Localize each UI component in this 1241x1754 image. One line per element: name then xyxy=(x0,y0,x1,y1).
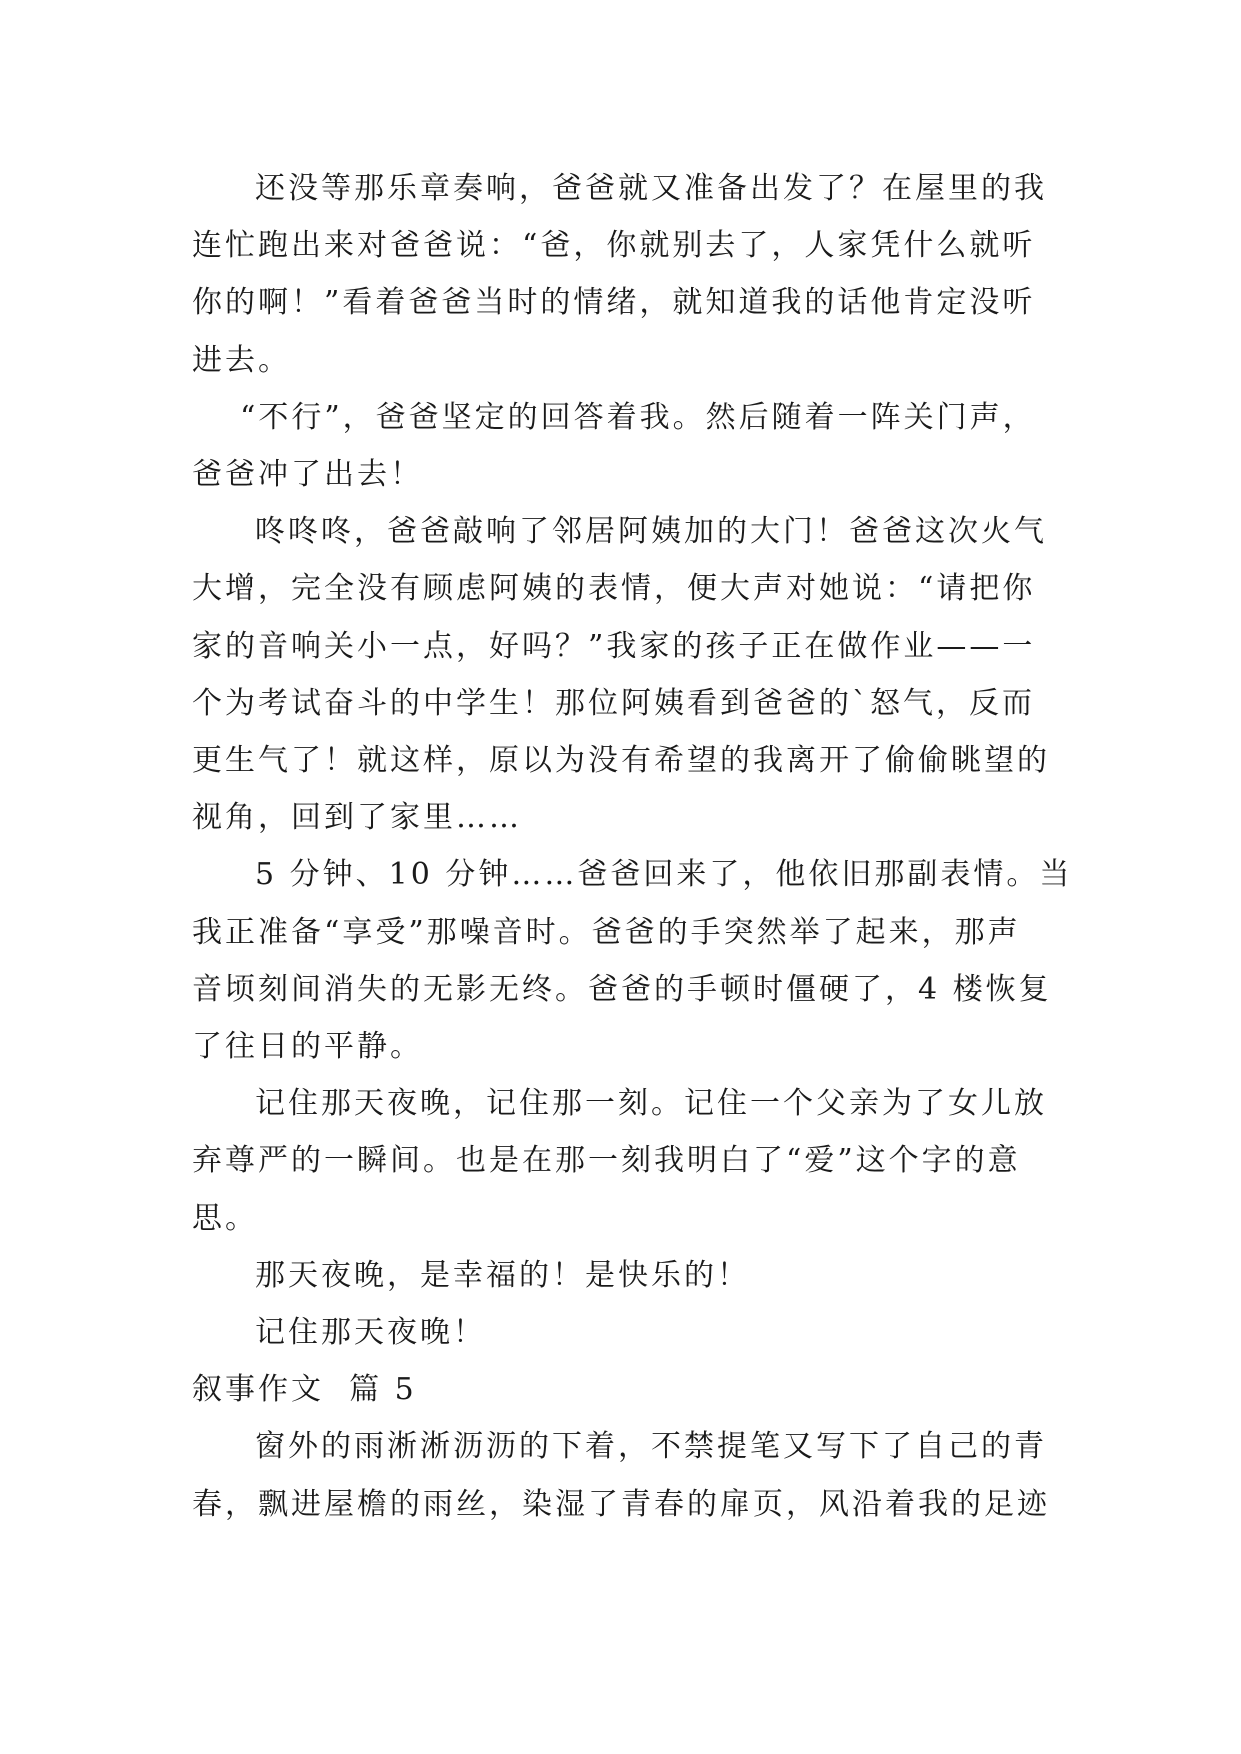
text-line: “不行”，爸爸坚定的回答着我。然后随着一阵关门声， xyxy=(240,399,1036,435)
section-heading xyxy=(192,1361,1062,1418)
paragraph-happy-night xyxy=(192,1247,1062,1304)
text-line: 5 分钟、10 分钟……爸爸回来了，他依旧那副表情。当 xyxy=(255,857,1073,893)
text-line: 窗外的雨淅淅沥沥的下着，不禁提笔又写下了自己的青 xyxy=(255,1429,1047,1465)
text-line: 音顷刻间消失的无影无终。爸爸的手顿时僵硬了，4 楼恢复 xyxy=(192,971,1052,1007)
paragraph-dad-returns xyxy=(192,846,1073,1075)
text-line: 连忙跑出来对爸爸说：“爸，你就别去了，人家凭什么就听 xyxy=(192,228,1036,264)
text-line: 还没等那乐章奏响，爸爸就又准备出发了？在屋里的我 xyxy=(255,171,1047,206)
text-line: 我正准备“享受”那噪音时。爸爸的手突然举了起来，那声 xyxy=(192,914,1021,950)
text-line: 进去。 xyxy=(192,342,291,378)
text-line: 更生气了！就这样，原以为没有希望的我离开了偷偷眺望的 xyxy=(192,743,1050,779)
paragraph-rain-window xyxy=(192,1418,1062,1532)
text-line: 咚咚咚，爸爸敲响了邻居阿姨加的大门！爸爸这次火气 xyxy=(255,514,1047,550)
text-line: 家的音响关小一点，好吗？”我家的孩子正在做作业——一 xyxy=(192,628,1036,664)
text-line: 思。 xyxy=(192,1200,258,1236)
text-line: 那天夜晚，是幸福的！是快乐的！ xyxy=(255,1257,750,1293)
paragraph-knocking xyxy=(192,503,1062,846)
text-line: 春，飘进屋檐的雨丝，染湿了青春的扉页，风沿着我的足迹 xyxy=(192,1486,1050,1522)
text-line: 你的啊！”看着爸爸当时的情绪，就知道我的话他肯定没听 xyxy=(192,285,1036,321)
paragraph-remember-night xyxy=(192,1304,1062,1361)
paragraph-no-way xyxy=(192,389,1062,503)
paragraph-remember-moment xyxy=(192,1075,1062,1247)
text-line: 弃尊严的一瞬间。也是在那一刻我明白了“爱”这个字的意 xyxy=(192,1143,1021,1179)
text-line: 了往日的平静。 xyxy=(192,1029,423,1065)
paragraph-dad-leaves xyxy=(192,160,1062,389)
section-heading-text: 叙事作文 篇 5 xyxy=(192,1372,417,1408)
text-line: 个为考试奋斗的中学生！那位阿姨看到爸爸的`怒气，反而 xyxy=(192,685,1035,721)
document-body xyxy=(192,160,1073,1533)
text-line: 视角，回到了家里…… xyxy=(192,800,522,836)
text-line: 大增，完全没有顾虑阿姨的表情，便大声对她说：“请把你 xyxy=(192,571,1036,607)
text-line: 记住那天夜晚！ xyxy=(255,1315,486,1351)
text-line: 记住那天夜晚，记住那一刻。记住一个父亲为了女儿放 xyxy=(255,1086,1047,1122)
text-line: 爸爸冲了出去！ xyxy=(192,457,423,493)
